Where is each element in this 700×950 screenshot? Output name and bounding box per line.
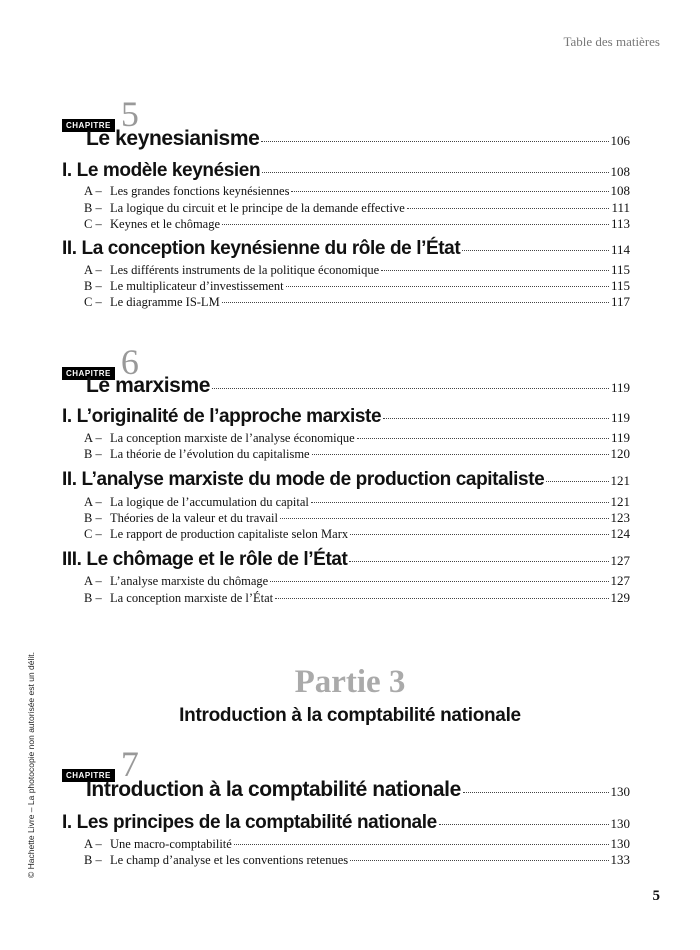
toc-chapter-5[interactable]	[62, 127, 630, 151]
page-ref: 121	[610, 494, 630, 509]
subsection-label: B –	[84, 447, 102, 461]
toc-chapter-7[interactable]	[62, 778, 630, 802]
chapter-badge: CHAPITRE	[62, 367, 115, 380]
dot-leader	[349, 561, 608, 562]
page-ref: 119	[610, 430, 630, 445]
chapter-number: 6	[120, 342, 139, 382]
dot-leader	[381, 270, 609, 271]
page-ref: 127	[610, 573, 630, 588]
page-ref: 130	[610, 836, 630, 851]
page-ref: 117	[610, 294, 630, 309]
subsection-label: A –	[84, 263, 102, 277]
dot-leader	[270, 581, 608, 582]
page-ref: 133	[610, 852, 630, 867]
subsection-title: Les différents instruments de la politique économique	[110, 263, 380, 277]
page-ref: 113	[610, 216, 630, 231]
dot-leader	[439, 824, 609, 825]
page-ref: 119	[610, 380, 630, 395]
dot-leader	[312, 454, 609, 455]
chapter-number: 7	[120, 744, 139, 784]
subsection-label: A –	[84, 431, 102, 445]
subsection-title: Une macro-comptabilité	[110, 837, 232, 851]
toc-subsection[interactable]	[84, 836, 630, 852]
subsection-label: B –	[84, 279, 102, 293]
chapter-title: Introduction à la comptabilité nationale	[86, 778, 461, 801]
dot-leader	[357, 438, 609, 439]
subsection-title: Le diagramme IS-LM	[110, 295, 220, 309]
chapter-number: 5	[120, 94, 139, 134]
chapter-title: Le marxisme	[86, 374, 211, 397]
dot-leader	[286, 286, 609, 287]
subsection-title: La théorie de l’évolution du capitalisme	[110, 447, 310, 461]
subsection-label: B –	[84, 853, 102, 867]
toc-subsection[interactable]	[84, 200, 630, 216]
part-title: Partie 3	[294, 664, 406, 700]
subsection-title: Keynes et le chômage	[110, 217, 221, 231]
toc-section[interactable]	[62, 238, 630, 260]
chapter-badge: CHAPITRE	[62, 119, 115, 132]
dot-leader	[222, 224, 609, 225]
toc-subsection[interactable]	[84, 430, 630, 446]
page-ref: 129	[610, 590, 630, 605]
toc-subsection[interactable]	[84, 526, 630, 542]
subsection-label: A –	[84, 495, 102, 509]
chapter-badge: CHAPITRE	[62, 769, 115, 782]
toc-subsection[interactable]	[84, 294, 630, 310]
toc-section[interactable]	[62, 812, 630, 834]
page-ref: 114	[610, 242, 630, 257]
dot-leader	[280, 518, 609, 519]
page-ref: 111	[611, 200, 630, 215]
dot-leader	[383, 418, 609, 419]
subsection-title: Théories de la valeur et du travail	[110, 511, 278, 525]
section-title: II. La conception keynésienne du rôle de l’État	[62, 238, 461, 259]
subsection-label: A –	[84, 837, 102, 851]
section-title: II. L’analyse marxiste du mode de production capitaliste	[62, 469, 545, 490]
toc-chapter-6[interactable]	[62, 374, 630, 398]
subsection-label: B –	[84, 511, 102, 525]
dot-leader	[350, 860, 608, 861]
chapter-7-heading	[62, 746, 139, 782]
page-ref: 115	[610, 262, 630, 277]
dot-leader	[291, 191, 608, 192]
section-title: I. L’originalité de l’approche marxiste	[62, 406, 382, 427]
toc-section[interactable]	[62, 406, 630, 428]
toc-subsection[interactable]	[84, 494, 630, 510]
page-ref: 121	[610, 473, 630, 488]
dot-leader	[463, 792, 609, 793]
dot-leader	[407, 208, 610, 209]
running-header: Table des matières	[563, 34, 660, 49]
page-ref: 106	[610, 133, 630, 148]
page-ref: 127	[610, 553, 630, 568]
toc-section[interactable]	[62, 160, 630, 182]
page-ref: 120	[610, 446, 630, 461]
page-ref: 124	[610, 526, 630, 541]
toc-subsection[interactable]	[84, 510, 630, 526]
toc-subsection[interactable]	[84, 590, 630, 606]
subsection-label: B –	[84, 591, 102, 605]
part-subtitle: Introduction à la comptabilité nationale	[179, 705, 521, 726]
subsection-title: Le multiplicateur d’investissement	[110, 279, 284, 293]
toc-subsection[interactable]	[84, 446, 630, 462]
subsection-label: A –	[84, 574, 102, 588]
section-title: III. Le chômage et le rôle de l’État	[62, 549, 348, 570]
toc-section[interactable]	[62, 549, 630, 571]
subsection-title: La logique de l’accumulation du capital	[110, 495, 309, 509]
toc-subsection[interactable]	[84, 216, 630, 232]
page-ref: 119	[610, 410, 630, 425]
chapter-title: Le keynesianisme	[86, 127, 260, 150]
toc-subsection[interactable]	[84, 852, 630, 868]
toc-subsection[interactable]	[84, 278, 630, 294]
page-ref: 130	[610, 816, 630, 831]
subsection-title: Les grandes fonctions keynésiennes	[110, 184, 290, 198]
dot-leader	[462, 250, 609, 251]
dot-leader	[261, 141, 608, 142]
page-ref: 130	[610, 784, 630, 799]
page-ref: 108	[610, 164, 630, 179]
subsection-title: La logique du circuit et le principe de la demande effective	[110, 201, 405, 215]
toc-subsection[interactable]	[84, 573, 630, 589]
subsection-title: L’analyse marxiste du chômage	[110, 574, 269, 588]
page-ref: 115	[610, 278, 630, 293]
page-ref: 108	[610, 183, 630, 198]
dot-leader	[350, 534, 608, 535]
subsection-label: A –	[84, 184, 102, 198]
subsection-label: C –	[84, 295, 102, 309]
page-number: 5	[652, 888, 660, 904]
copyright-notice: © Hachette Livre – La photocopie non autorisée est un délit.	[26, 652, 36, 878]
subsection-title: La conception marxiste de l’État	[110, 591, 274, 605]
toc-section[interactable]	[62, 469, 630, 491]
dot-leader	[275, 598, 608, 599]
page-ref: 123	[610, 510, 630, 525]
subsection-title: Le rapport de production capitaliste selon Marx	[110, 527, 349, 541]
toc-subsection[interactable]	[84, 183, 630, 199]
dot-leader	[234, 844, 609, 845]
subsection-title: Le champ d’analyse et les conventions retenues	[110, 853, 349, 867]
subsection-label: C –	[84, 527, 102, 541]
subsection-label: B –	[84, 201, 102, 215]
section-title: I. Les principes de la comptabilité nationale	[62, 812, 437, 833]
subsection-label: C –	[84, 217, 102, 231]
subsection-title: La conception marxiste de l’analyse économique	[110, 431, 355, 445]
dot-leader	[262, 172, 608, 173]
toc-subsection[interactable]	[84, 262, 630, 278]
dot-leader	[311, 502, 609, 503]
dot-leader	[212, 388, 609, 389]
section-title: I. Le modèle keynésien	[62, 160, 261, 181]
dot-leader	[546, 481, 608, 482]
dot-leader	[222, 302, 609, 303]
